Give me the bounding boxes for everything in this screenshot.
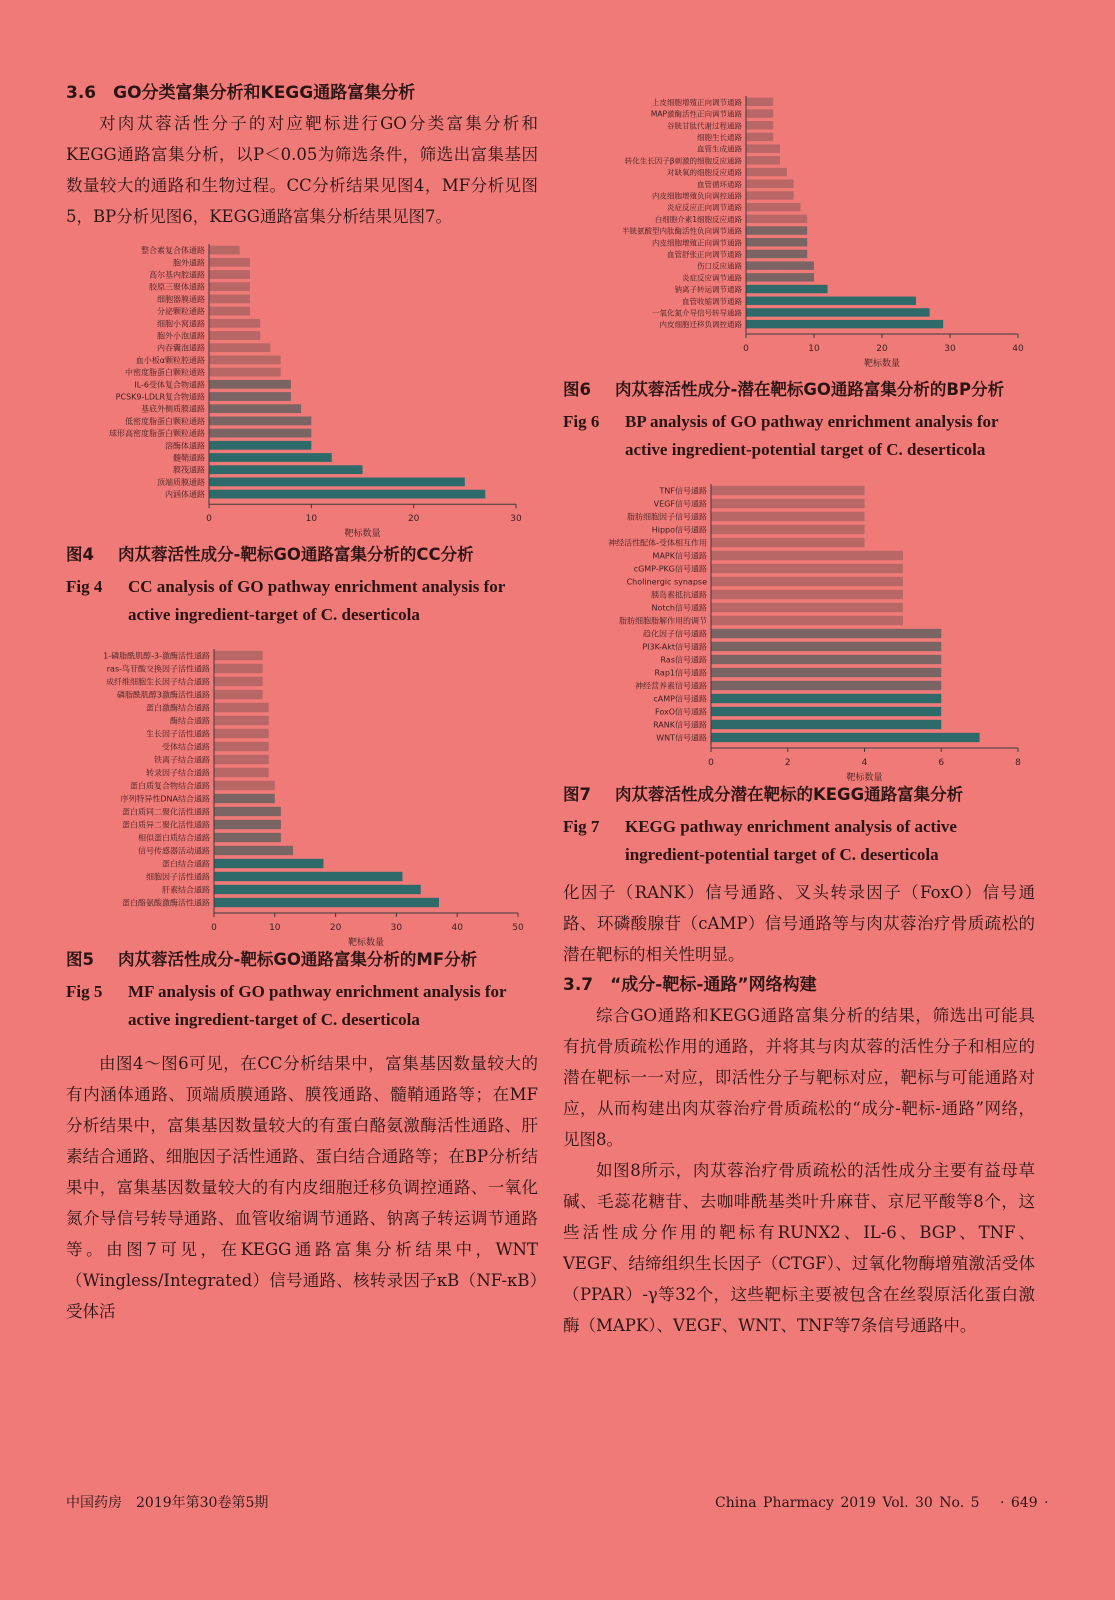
bar (746, 250, 807, 258)
bar (209, 356, 281, 365)
category-label: 上皮细胞增殖正向调节通路 (652, 97, 742, 107)
x-axis-title: 靶标数量 (846, 773, 883, 781)
x-tick-label: 50 (512, 923, 524, 933)
x-tick-label: 0 (211, 923, 217, 933)
x-tick-label: 20 (407, 514, 420, 525)
category-label: Notch信号通路 (651, 603, 707, 613)
category-label: 球形高密度脂蛋白颗粒通路 (109, 429, 205, 439)
category-label: 神经活性配体-受体相互作用 (608, 538, 707, 548)
category-label: 转化生长因子β刺激的细胞反应通路 (624, 156, 742, 166)
fig7-label-en: Fig 7 (563, 817, 600, 836)
bar (214, 651, 263, 660)
fig4-caption-cn (66, 541, 538, 569)
bar (711, 538, 865, 547)
bar (214, 690, 263, 699)
category-label: VEGF信号通路 (653, 499, 707, 509)
fig6-caption-en (563, 408, 1035, 464)
bar (209, 453, 332, 462)
bar (214, 885, 421, 894)
bar (746, 273, 814, 281)
category-label: 髓鞘通路 (173, 453, 205, 463)
x-tick-label: 10 (305, 514, 318, 525)
category-label: 蛋白酪氨酸激酶活性通路 (122, 898, 210, 908)
bar (746, 144, 780, 152)
fig4-label-en: Fig 4 (66, 577, 103, 596)
category-label: 内皮细胞迁移负调控通路 (659, 320, 742, 330)
footer-journal-cn: 中国药房 2019年第30卷第5期 (66, 1495, 269, 1511)
fig6-caption-en-text: BP analysis of GO pathway enrichment analysis for active ingredient-potential target of C. deserticola (625, 412, 999, 459)
bar (214, 729, 269, 738)
category-label: 转录因子结合通路 (146, 768, 210, 778)
bar (209, 465, 363, 474)
category-label: 细胞器膜通路 (157, 294, 205, 304)
bar (711, 642, 941, 651)
bar (214, 833, 281, 842)
x-axis-title: 靶标数量 (344, 529, 381, 540)
category-label: 肝素结合通路 (162, 885, 210, 895)
section-heading-3-6: 3.6 GO分类富集分析和KEGG通路富集分析 (66, 83, 416, 103)
x-tick-label: 10 (269, 923, 281, 933)
category-label: 顶端质膜通路 (157, 477, 205, 487)
x-tick-label: 40 (1012, 344, 1024, 354)
category-label: 成纤维细胞生长因子结合通路 (106, 677, 210, 687)
category-label: 低密度脂蛋白颗粒通路 (125, 416, 205, 426)
category-label: 伤口反应通路 (697, 261, 742, 271)
x-tick-label: 0 (708, 758, 714, 768)
category-label: 血管收缩调节通路 (682, 296, 742, 306)
bar (746, 285, 828, 293)
category-label: 膜筏通路 (173, 465, 205, 475)
bar (209, 392, 291, 401)
bar (746, 215, 807, 223)
category-label: 内皮细胞增殖正向调节通路 (652, 238, 742, 248)
x-tick-label: 8 (1015, 758, 1021, 768)
x-tick-label: 10 (808, 344, 820, 354)
bar (214, 716, 269, 725)
bar (746, 168, 787, 176)
category-label: cAMP信号通路 (653, 694, 707, 704)
category-label: 中密度脂蛋白颗粒通路 (125, 368, 205, 378)
fig6-caption-cn-text: 肉苁蓉活性成分-潜在靶标GO通路富集分析的BP分析 (615, 380, 1005, 399)
left-column (66, 78, 538, 1327)
category-label: 蛋白质复合物结合通路 (130, 781, 210, 791)
category-label: 蛋白结合通路 (162, 859, 210, 869)
x-tick-label: 2 (784, 758, 791, 768)
category-label: 白细胞介素1细胞反应通路 (654, 214, 742, 224)
bar (746, 191, 794, 199)
category-label: ras-鸟苷酸交换因子活性通路 (106, 664, 210, 674)
category-label: 脂肪细胞脂解作用的调节 (619, 616, 707, 626)
category-label: 内吞囊泡通路 (157, 343, 205, 353)
category-label: MAPK信号通路 (652, 551, 707, 561)
fig5-caption-cn-text: 肉苁蓉活性成分-靶标GO通路富集分析的MF分析 (118, 950, 478, 969)
bar (209, 331, 260, 340)
bar (209, 307, 250, 316)
fig5-mf-bar-chart (66, 641, 538, 946)
bar (711, 512, 865, 521)
bar (711, 720, 941, 729)
bar (214, 872, 402, 881)
bar (214, 807, 281, 816)
bar (746, 320, 943, 328)
bar (711, 733, 980, 742)
category-label: 酶结合通路 (170, 716, 210, 726)
bar (209, 490, 485, 499)
x-tick-label: 30 (390, 923, 403, 933)
bar (214, 859, 323, 868)
category-label: IL-6受体复合物通路 (134, 380, 205, 390)
bar (746, 261, 814, 269)
bar (209, 404, 301, 413)
footer-journal-en-page: China Pharmacy 2019 Vol. 30 No. 5 · 649 · (715, 1495, 1049, 1511)
category-label: 信号传感器活动通路 (138, 846, 210, 856)
fig5-caption-cn (66, 946, 538, 974)
fig5-label-en: Fig 5 (66, 982, 103, 1001)
category-label: 半胱氨酸型内肽酶活性负向调节通路 (622, 226, 742, 236)
category-label: 整合素复合体通路 (141, 246, 205, 256)
category-label: 细胞因子活性通路 (146, 872, 210, 882)
fig5-label-cn: 图5 (66, 950, 94, 969)
category-label: 血管舒张正向调节通路 (667, 249, 742, 259)
x-tick-label: 20 (876, 344, 888, 354)
category-label: 趋化因子信号通路 (643, 629, 707, 639)
bar (214, 846, 293, 855)
bar (209, 246, 240, 255)
section-3-7-paragraph-1: 综合GO通路和KEGG通路富集分析的结果，筛选出可能具有抗骨质疏松作用的通路，并将其与肉苁蓉的活性分子和相应的潜在靶标一一对应，即活性分子与靶标对应，靶标与可能通路对应，从而构建出肉苁蓉治疗骨质疏松的“成分-靶标-通路”网络，见图8。 (563, 1006, 1035, 1149)
fig7-label-cn: 图7 (563, 785, 591, 804)
category-label: 胞外通路 (173, 258, 205, 268)
category-label: 受体结合通路 (162, 742, 210, 752)
bar (711, 577, 903, 586)
category-label: 内皮细胞增殖负向调控通路 (652, 191, 742, 201)
fig7-kegg-bar-chart (563, 476, 1035, 781)
section-heading-3-7: 3.7 “成分-靶标-通路”网络构建 (563, 975, 817, 995)
category-label: 高尔基内腔通路 (149, 270, 205, 280)
bar (209, 478, 465, 487)
category-label: 细胞小窝通路 (157, 319, 205, 329)
category-label: 蛋白质异二聚化活性通路 (122, 820, 210, 830)
fig4-cc-bar-chart (66, 236, 538, 541)
bar (746, 203, 800, 211)
fig6-label-en: Fig 6 (563, 412, 600, 431)
category-label: 血管生成通路 (697, 144, 742, 154)
category-label: 铁离子结合通路 (154, 755, 210, 765)
bar (711, 590, 903, 599)
category-label: 内涵体通路 (165, 490, 205, 500)
bar (214, 703, 269, 712)
category-label: MAP激酶活性正向调节通路 (650, 109, 742, 119)
category-label: 蛋白激酶结合通路 (146, 703, 210, 713)
bar (209, 417, 311, 426)
bar (214, 794, 275, 803)
category-label: 谷胱甘肽代谢过程通路 (667, 121, 742, 131)
category-label: 脂肪细胞因子信号通路 (627, 512, 707, 522)
bar (209, 295, 250, 304)
category-label: 神经营养素信号通路 (635, 681, 707, 691)
category-label: Cholinergic synapse (626, 577, 707, 587)
fig7-caption-en-text: KEGG pathway enrichment analysis of active ingredient-potential target of C. deserticola (625, 817, 957, 864)
x-tick-label: 30 (510, 514, 522, 525)
x-axis-title: 靶标数量 (347, 938, 385, 946)
bar (711, 681, 941, 690)
bar (209, 319, 260, 328)
fig4-caption-cn-text: 肉苁蓉活性成分-靶标GO通路富集分析的CC分析 (118, 545, 474, 564)
bar (746, 156, 780, 164)
fig7-caption-cn-text: 肉苁蓉活性成分潜在靶标的KEGG通路富集分析 (615, 785, 964, 804)
bar (711, 694, 941, 703)
bar (746, 180, 794, 188)
bar (746, 109, 773, 117)
category-label: WNT信号通路 (656, 733, 707, 743)
category-label: 血小板α颗粒腔通路 (135, 355, 205, 365)
x-tick-label: 0 (206, 514, 212, 525)
category-label: 胞外小泡通路 (157, 331, 205, 341)
fig5-caption-en-text: MF analysis of GO pathway enrichment analysis for active ingredient-target of C. deserticola (128, 982, 507, 1029)
bar (711, 486, 865, 495)
bar (711, 551, 903, 560)
bar (746, 98, 773, 106)
bar (711, 603, 903, 612)
fig6-caption-cn (563, 376, 1035, 404)
bar (209, 343, 270, 352)
fig4-label-cn: 图4 (66, 545, 94, 564)
category-label: 钠离子转运调节通路 (674, 285, 742, 295)
bar (711, 668, 941, 677)
x-tick-label: 30 (944, 344, 956, 354)
category-label: PCSK9-LDLR复合物通路 (115, 392, 205, 402)
x-tick-label: 20 (329, 923, 342, 933)
x-tick-label: 40 (451, 923, 463, 933)
fig4-caption-en-text: CC analysis of GO pathway enrichment analysis for active ingredient-target of C. deserticola (128, 577, 506, 624)
category-label: 相似蛋白质结合通路 (138, 833, 210, 843)
right-body-continuation: 化因子（RANK）信号通路、叉头转录因子（FoxO）信号通路、环磷酸腺苷（cAMP）信号通路等与肉苁蓉治疗骨质疏松的潜在靶标的相关性明显。 (563, 883, 1035, 964)
category-label: 分泌颗粒通路 (157, 307, 205, 317)
category-label: 血管循环通路 (697, 179, 742, 189)
category-label: 1-磷脂酰肌醇-3-激酶活性通路 (103, 651, 210, 661)
category-label: 一氧化氮介导信号转导通路 (652, 308, 742, 318)
category-label: RANK信号通路 (653, 720, 707, 730)
x-axis-title: 靶标数量 (863, 359, 901, 369)
section-3-7-paragraph-2: 如图8所示，肉苁蓉治疗骨质疏松的活性成分主要有益母草碱、毛蕊花糖苷、去咖啡酰基类叶升麻苷、京尼平酸等8个，这些活性成分作用的靶标有RUNX2、IL-6、BGP、TNF、VEGF、结缔组织生长因子（CTGF）、过氧化物酶增殖激活受体（PPAR）-γ等32个，这些靶标主要被包含在丝裂原活化蛋白激酶（MAPK）、VEGF、WNT、TNF等7条信号通路中。 (563, 1161, 1035, 1335)
bar (214, 768, 269, 777)
category-label: Rap1信号通路 (654, 668, 707, 678)
fig7-caption-cn (563, 781, 1035, 809)
bar (214, 898, 439, 907)
bar (209, 368, 281, 377)
category-label: FoxO信号通路 (655, 707, 707, 717)
category-label: cGMP-PKG信号通路 (633, 564, 707, 574)
category-label: 磷脂酰肌醇3激酶活性通路 (116, 690, 210, 700)
bar (209, 441, 311, 450)
fig7-caption-en (563, 813, 1035, 869)
bar (214, 677, 263, 686)
bar (746, 133, 773, 141)
category-label: 对缺氧的细胞反应通路 (667, 168, 742, 178)
section-3-6-paragraph: 对肉苁蓉活性分子的对应靶标进行GO分类富集分析和KEGG通路富集分析，以P＜0.05为筛选条件，筛选出富集基因数量较大的通路和生物过程。CC分析结果见图4，MF分析见图5，BP分析见图6，KEGG通路富集分析结果见图7。 (66, 114, 538, 226)
category-label: 炎症反应调节通路 (682, 273, 742, 283)
bar (746, 238, 807, 246)
fig6-label-cn: 图6 (563, 380, 591, 399)
bar (209, 282, 250, 291)
x-tick-label: 6 (938, 758, 945, 768)
category-label: 序列特异性DNA结合通路 (120, 794, 210, 804)
bar (746, 308, 930, 316)
left-body-paragraph: 由图4～图6可见，在CC分析结果中，富集基因数量较大的有内涵体通路、顶端质膜通路、膜筏通路、髓鞘通路等；在MF分析结果中，富集基因数量较大的有蛋白酪氨激酶活性通路、肝素结合通路、细胞因子活性通路、蛋白结合通路等；在BP分析结果中，富集基因数量较大的有内皮细胞迁移负调控通路、一氧化氮介导信号转导通路、血管收缩调节通路、钠离子转运调节通路等。由图7可见，在KEGG通路富集分析结果中，WNT（Wingless/Integrated）信号通路、核转录因子κB（NF-κB）受体活 (66, 1054, 538, 1321)
category-label: 蛋白质同二聚化活性通路 (122, 807, 210, 817)
x-tick-label: 4 (861, 758, 868, 768)
bar (746, 297, 916, 305)
category-label: 炎症反应正向调节通路 (667, 203, 742, 213)
bar (214, 820, 281, 829)
fig5-caption-en (66, 978, 538, 1034)
bar (711, 564, 903, 573)
bar (214, 742, 269, 751)
category-label: Ras信号通路 (660, 655, 707, 665)
bar (711, 655, 941, 664)
category-label: 生长因子活性通路 (146, 729, 210, 739)
category-label: 基底外侧质膜通路 (141, 404, 205, 414)
bar (214, 781, 275, 790)
category-label: 胰岛素抵抗通路 (651, 590, 707, 600)
fig6-bp-bar-chart (563, 86, 1035, 376)
bar (711, 629, 941, 638)
bar (209, 429, 311, 438)
bar (209, 258, 250, 267)
category-label: TNF信号通路 (659, 486, 707, 496)
bar (746, 226, 807, 234)
category-label: 溶酶体通路 (165, 441, 205, 451)
x-tick-label: 0 (743, 344, 749, 354)
bar (209, 380, 291, 389)
fig4-caption-en (66, 573, 538, 629)
category-label: 胶原三聚体通路 (149, 282, 205, 292)
bar (711, 499, 865, 508)
category-label: 细胞生长通路 (697, 132, 742, 142)
bar (214, 755, 269, 764)
bar (711, 525, 865, 534)
bar (746, 121, 773, 129)
bar (214, 664, 263, 673)
bar (711, 616, 903, 625)
right-column (563, 78, 1035, 1341)
bar (711, 707, 941, 716)
bar (209, 270, 250, 279)
category-label: PI3K-Akt信号通路 (642, 642, 707, 652)
category-label: Hippo信号通路 (651, 525, 707, 535)
